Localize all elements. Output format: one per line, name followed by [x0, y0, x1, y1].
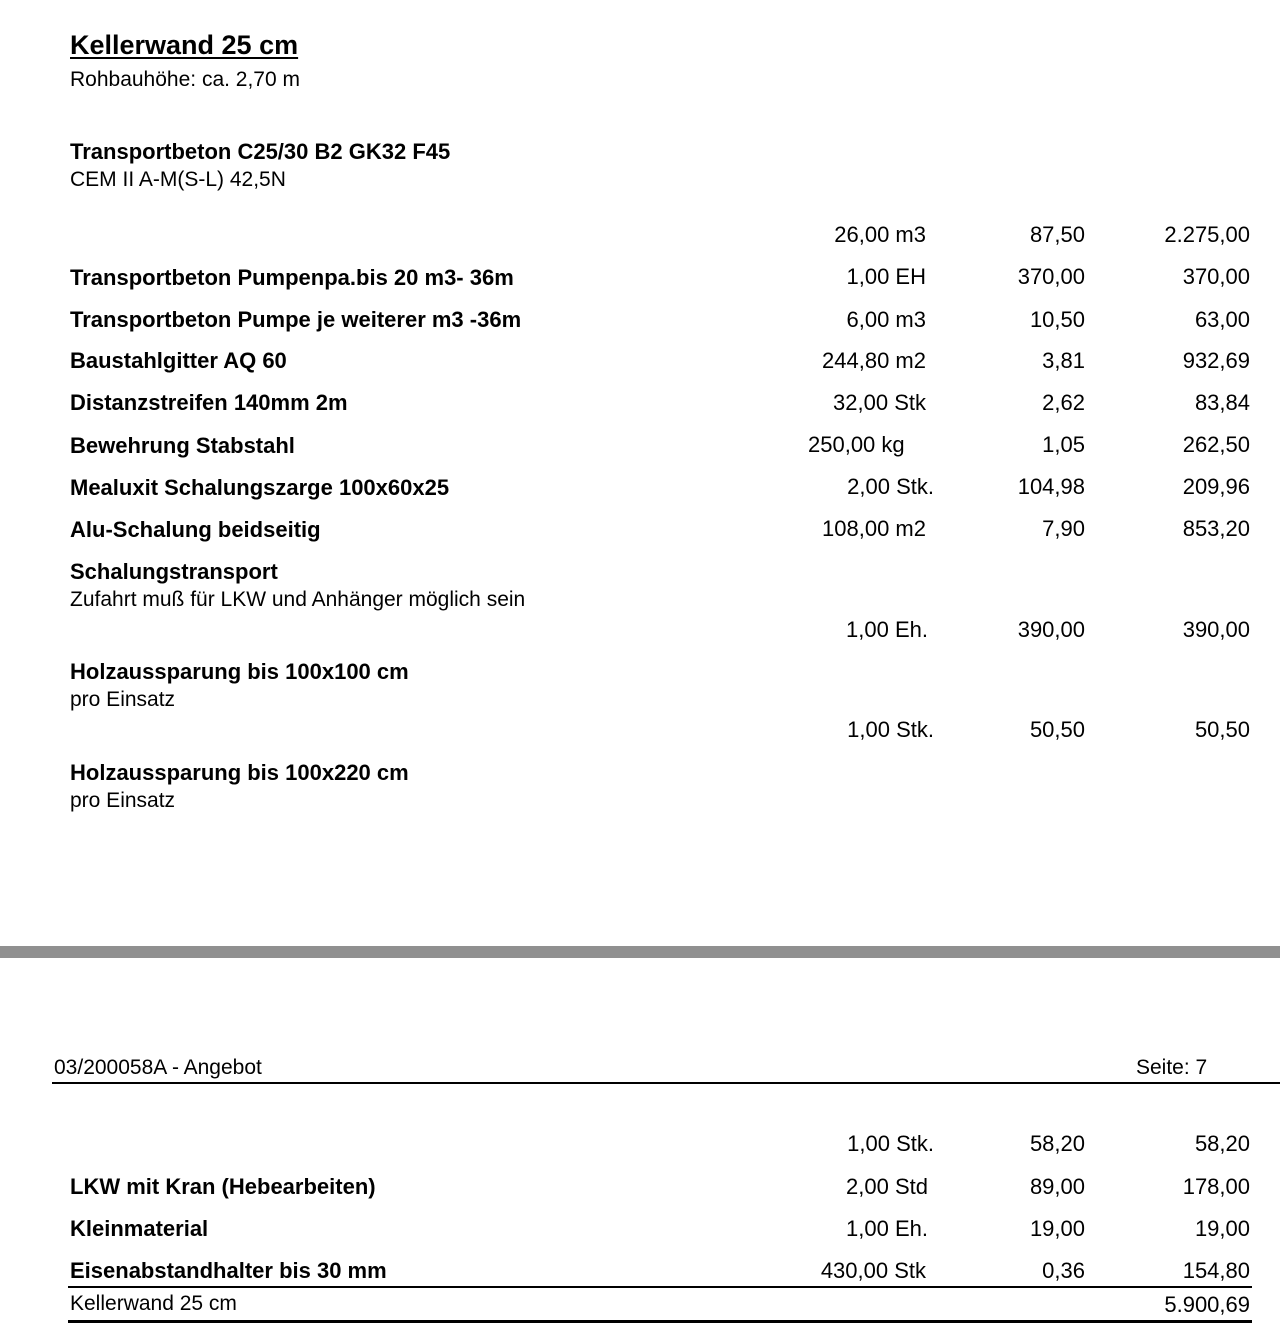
item-qty: 108,00 m2 — [822, 516, 926, 541]
item-description: Zufahrt muß für LKW und Anhänger möglich sein — [70, 588, 526, 611]
item-total: 932,69 — [1182, 348, 1250, 373]
item-name: Baustahlgitter AQ 60 — [70, 348, 287, 373]
item-price: 104,98 — [1017, 474, 1085, 499]
subtotal-total: 5.900,69 — [1164, 1292, 1250, 1317]
item-qty: 430,00 Stk — [820, 1258, 926, 1283]
item-name: Alu-Schalung beidseitig — [70, 517, 321, 542]
item-name: LKW mit Kran (Hebearbeiten) — [70, 1174, 376, 1199]
item-qty: 2,00 Stk. — [847, 474, 934, 499]
item-total: 83,84 — [1194, 390, 1250, 415]
subtotal-top-rule — [68, 1286, 1252, 1288]
item-price: 370,00 — [1017, 264, 1085, 289]
item-total: 370,00 — [1182, 264, 1250, 289]
subtotal-label: Kellerwand 25 cm — [70, 1292, 237, 1315]
page-number: Seite: 7 — [1136, 1056, 1208, 1079]
item-name: Schalungstransport — [70, 559, 278, 584]
item-total: 178,00 — [1182, 1174, 1250, 1199]
item-name: Distanzstreifen 140mm 2m — [70, 390, 348, 415]
item-qty: 250,00 kg — [808, 432, 905, 457]
item-price: 19,00 — [1029, 1216, 1085, 1241]
item-description: pro Einsatz — [70, 688, 176, 711]
item-total: 390,00 — [1182, 617, 1250, 642]
item-total: 63,00 — [1194, 307, 1250, 332]
item-price: 89,00 — [1029, 1174, 1085, 1199]
section-subtitle: Rohbauhöhe: ca. 2,70 m — [70, 68, 300, 91]
item-name: Mealuxit Schalungszarge 100x60x25 — [70, 475, 450, 500]
item-qty: 1,00 Stk. — [847, 1131, 934, 1156]
header-rule — [52, 1082, 1280, 1084]
item-qty: 1,00 EH — [846, 264, 926, 289]
item-price: 58,20 — [1029, 1131, 1085, 1156]
item-price: 3,81 — [1042, 348, 1085, 373]
item-total: 853,20 — [1182, 516, 1250, 541]
item-qty: 2,00 Std — [846, 1174, 928, 1199]
item-name: Transportbeton C25/30 B2 GK32 F45 — [70, 139, 451, 164]
item-name: Kleinmaterial — [70, 1216, 209, 1241]
item-total: 58,20 — [1194, 1131, 1250, 1156]
item-qty: 6,00 m3 — [846, 307, 926, 332]
item-qty: 1,00 Stk. — [847, 717, 934, 742]
item-price: 7,90 — [1042, 516, 1085, 541]
item-name: Transportbeton Pumpenpa.bis 20 m3- 36m — [70, 265, 514, 290]
item-price: 390,00 — [1017, 617, 1085, 642]
item-total: 19,00 — [1194, 1216, 1250, 1241]
item-price: 0,36 — [1042, 1258, 1085, 1283]
item-description: pro Einsatz — [70, 789, 176, 812]
section-title: Kellerwand 25 cm — [70, 30, 299, 60]
item-total: 209,96 — [1182, 474, 1250, 499]
item-qty: 32,00 Stk — [833, 390, 926, 415]
item-name: Bewehrung Stabstahl — [70, 433, 295, 458]
item-price: 87,50 — [1029, 222, 1085, 247]
item-name: Holzaussparung bis 100x220 cm — [70, 760, 409, 785]
item-qty: 26,00 m3 — [834, 222, 926, 247]
item-qty: 1,00 Eh. — [846, 1216, 928, 1241]
subtotal-bottom-rule — [68, 1320, 1252, 1323]
item-price: 1,05 — [1042, 432, 1085, 457]
item-price: 50,50 — [1029, 717, 1085, 742]
doc-reference: 03/200058A - Angebot — [54, 1056, 262, 1079]
item-price: 2,62 — [1042, 390, 1085, 415]
item-name: Eisenabstandhalter bis 30 mm — [70, 1258, 387, 1283]
item-name: Holzaussparung bis 100x100 cm — [70, 659, 409, 684]
item-qty: 1,00 Eh. — [846, 617, 928, 642]
item-qty: 244,80 m2 — [822, 348, 926, 373]
item-total: 262,50 — [1182, 432, 1250, 457]
item-total: 2.275,00 — [1164, 222, 1250, 247]
item-total: 50,50 — [1194, 717, 1250, 742]
item-total: 154,80 — [1182, 1258, 1250, 1283]
item-name: Transportbeton Pumpe je weiterer m3 -36m — [70, 307, 522, 332]
item-description: CEM II A-M(S-L) 42,5N — [70, 168, 286, 191]
page-break-divider — [0, 946, 1280, 958]
item-price: 10,50 — [1029, 307, 1085, 332]
